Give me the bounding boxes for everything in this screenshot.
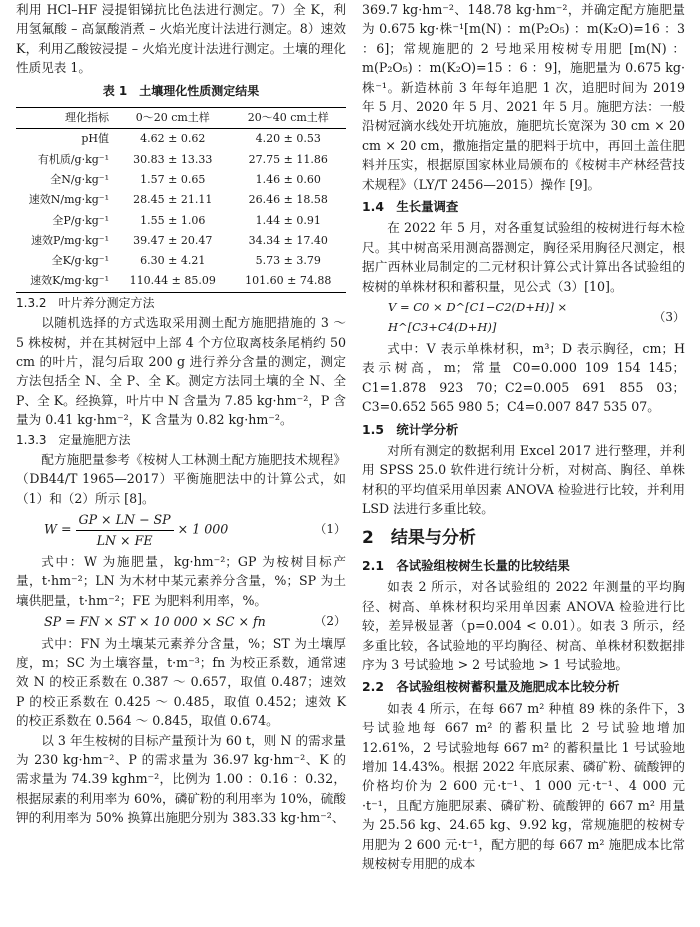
equation-2: [16, 612, 346, 631]
left-column: [16, 0, 346, 828]
paragraph-eq1-explanation: 式中：W 为施肥量，kg·hm⁻²；GP 为桉树目标产量，t·hm⁻²；LN 为木材中某元素养分含量，%；SP 为土壤供肥量，t·hm⁻²；FE 为肥料利用率，%。: [16, 553, 346, 608]
table-cell: 4.62 ± 0.62: [140, 132, 206, 146]
table-row: [16, 190, 346, 210]
section-heading-1-4: 1.4 生长量调查: [362, 199, 459, 215]
table-caption: 表 1 土壤理化性质测定结果: [102, 83, 260, 98]
table-cell: 6.30 ± 4.21: [140, 254, 206, 268]
section-heading-2: 2 结果与分析: [362, 527, 476, 548]
table-row: [16, 170, 346, 190]
table-cell: 4.20 ± 0.53: [255, 132, 321, 146]
paragraph-statistics: 对所有测定的数据利用 Excel 2017 进行整理，并利用 SPSS 25.0 软件进行统计分析，对树高、胸径、单株材积的平均值采用单因素 ANOVA 检验进行比较，并利用 LSD 法进行多重比较。: [362, 442, 685, 517]
equation-3-number: （3）: [653, 309, 685, 324]
table-cell: 27.75 ± 11.86: [248, 152, 328, 166]
table-cell: 1.55 ± 1.06: [140, 213, 206, 227]
table-cell: 速效P/mg·kg⁻¹: [31, 233, 109, 247]
equation-1-numerator: GP × LN − SP: [76, 510, 174, 530]
table-cell: 34.34 ± 17.40: [248, 233, 328, 247]
table-row: [16, 129, 346, 150]
intro-paragraph: 利用 HCl–HF 浸提钼锑抗比色法进行测定。7）全 K，利用氢氟酸 – 高氯酸消煮 – 火焰光度计法进行测定。8）速效 K，利用乙酸铵浸提 – 火焰光度计法进行测定。土壤的理化性质见表 1。: [16, 2, 346, 76]
section-heading-1-3-2: 1.3.2 叶片养分测定方法: [16, 295, 155, 310]
section-heading-1-3-3: 1.3.3 定量施肥方法: [16, 432, 131, 447]
section-heading-1-5: 1.5 统计学分析: [362, 421, 459, 437]
table-header: 理化指标: [16, 108, 115, 129]
table-row: [16, 150, 346, 170]
table-header: 20～40 cm土样: [231, 108, 347, 129]
table-row: [16, 211, 346, 231]
table-cell: 5.73 ± 3.79: [255, 254, 321, 268]
equation-1-lhs: W =: [44, 521, 72, 537]
paragraph-target-yield: 以 3 年生桉树的目标产量预计为 60 t，则 N 的需求量为 230 kg·hm⁻²、P 的需求量为 36.97 kg·hm⁻²、K 的需求量为 74.39 kghm⁻²，比例为 1.00 ：0.16 ：0.32，根据尿素的利用率为 60%，磷矿粉的利用率为 10%，硫酸钾的利用率为 50% 换算出施肥分别为 383.33 kg·hm⁻²、: [16, 732, 346, 826]
table-row: [16, 231, 346, 251]
table-cell: 39.47 ± 20.47: [133, 233, 213, 247]
table-cell: 110.44 ± 85.09: [129, 274, 216, 288]
equation-1-denominator: LN × FE: [96, 532, 153, 548]
table-cell: 有机质/g·kg⁻¹: [37, 152, 109, 166]
paragraph-volume-cost: 如表 4 所示，在每 667 m² 种植 89 株的条件下，3 号试验地每 667 m² 的蓄积量比 2 号试验地增加 12.61%，2 号试验地每 667 m² 的蓄积量比 1 号试验地增加 14.43%。根据 2022 年底尿素、磷矿粉、硫酸钾的价格均价为 2 600 元·t⁻¹、1 000 元·t⁻¹、4 000 元·t⁻¹，且配方施肥尿素、磷矿粉、硫酸钾的 667 m² 用量为 25.56 kg、24.65 kg、9.92 kg，常规施肥的桉树专用肥为 2 600 元·t⁻¹，配方肥的每 667 m² 施肥成本比常规桉树专用肥的成本: [362, 700, 685, 872]
table-row: [16, 251, 346, 271]
equation-1-fraction: [76, 510, 174, 550]
table-cell: 速效K/mg·kg⁻¹: [30, 274, 109, 288]
equation-3-body: V = C0 × D^[C1−C2(D+H)] × H^[C3+C4(D+H)]: [388, 300, 568, 334]
equation-1-tail: × 1 000: [177, 521, 229, 537]
equation-2-body: SP = FN × ST × 10 000 × SC × fn: [44, 614, 266, 630]
paragraph-eq3-explanation: 式中：V 表示单株材积，m³；D 表示胸径，cm；H 表示树高，m；常量 C0=0.000 109 154 145；C1=1.878 923 70；C2=0.005 691 855 03；C3=0.652 565 980 5；C4=0.007 847 535 07。: [362, 340, 685, 415]
table-cell: 30.83 ± 13.33: [133, 152, 213, 166]
section-heading-2-1: 2.1 各试验组桉树生长量的比较结果: [362, 557, 570, 573]
right-column: [362, 0, 685, 873]
table-cell: 全K/g·kg⁻¹: [51, 254, 109, 268]
soil-properties-table: [16, 107, 346, 293]
table-cell: 全N/g·kg⁻¹: [50, 172, 109, 186]
equation-2-number: （2）: [314, 614, 346, 629]
paragraph-fertilization: 配方施肥量参考《桉树人工林测土配方施肥技术规程》（DB44/T 1965—2017）平衡施肥法中的计算公式，如（1）和（2）所示 [8]。: [16, 451, 346, 506]
table-cell: 速效N/mg·kg⁻¹: [28, 193, 109, 207]
equation-1-number: （1）: [314, 522, 346, 537]
section-heading-2-2: 2.2 各试验组桉树蓄积量及施肥成本比较分析: [362, 679, 620, 695]
table-header-row: [16, 108, 346, 129]
paragraph-growth-comparison: 如表 2 所示，对各试验组的 2022 年测量的平均胸径、树高、单株材积均采用单因素 ANOVA 检验进行比较，差异极显著（p=0.004 < 0.01）。如表 3 所示，经多重比较，各试验地的平均胸径、树高、单株材积数据排序为 3 号试验地 > 2 号试验地 > 1 号试验地。: [362, 579, 685, 672]
equation-3: [362, 298, 685, 337]
table-cell: 1.44 ± 0.91: [255, 213, 321, 227]
table-row: [16, 271, 346, 292]
equation-1: [16, 510, 346, 550]
table-cell: 全P/g·kg⁻¹: [52, 213, 109, 227]
table-header: 0～20 cm土样: [115, 108, 231, 129]
table-cell: 26.46 ± 18.58: [248, 193, 328, 207]
table-cell: 28.45 ± 21.11: [133, 193, 213, 207]
paragraph-eq2-explanation: 式中：FN 为土壤某元素养分含量，%；ST 为土壤厚度，m；SC 为土壤容量，t·m⁻³；fn 为校正系数，通常速效 N 的校正系数在 0.387 ～ 0.657，取值 0.487；速效 P 的校正系数在 0.425 ～ 0.485，取值 0.452；速效 K 的校正系数在 0.564 ～ 0.845，取值 0.674。: [16, 635, 346, 729]
table-cell: 1.57 ± 0.65: [140, 172, 206, 186]
paragraph-growth-survey: 在 2022 年 5 月，对各重复试验组的桉树进行每木检尺。其中树高采用测高器测定，胸径采用胸径尺测定，根据广西林业局制定的二元材积计算公式计算出各试验组的桉树的单株材积和蓄积量，见公式（3）[10]。: [362, 220, 685, 294]
paragraph-continued: 369.7 kg·hm⁻²、148.78 kg·hm⁻²，并确定配方施肥量为 0.675 kg·株⁻¹[m(N) ：m(P₂O₅) ：m(K₂O)=16 ：3 ：6]；常规施肥的 2 号地采用桉树专用肥 [m(N) ：m(P₂O₅) ：m(K₂O)=15 ：6 ：9]，施肥量为 0.675 kg·株⁻¹。新造林前 3 年每年追肥 1 次，追肥时间为 2019 年 5 月、2020 年 5 月、2021 年 5 月。施肥方法：一般沿树冠滴水线处开坑施放，施肥坑长宽深为 30 cm × 20 cm × 20 cm，撒施指定量的肥料于坑中，再回土盖住肥料并压实，根据原国家林业局颁布的《桉树丰产林经营技术规程》（LY/T 2456—2015）操作 [9]。: [362, 2, 685, 192]
table-cell: pH值: [81, 132, 109, 146]
table-cell: 1.46 ± 0.60: [255, 172, 321, 186]
paragraph-leaf-nutrient: 以随机选择的方式选取采用测土配方施肥措施的 3 ～ 5 株桉树，并在其树冠中上部 4 个方位取离枝条尾梢约 50 cm 的叶片，混匀后取 200 g 进行养分含量的测定，测定方法包括全 N、全 P、全 K。测定方法同土壤的全 N、全 P、全 K。经换算，叶片中 N 含量为 7.85 kg·hm⁻²，P 含量为 0.41 kg·hm⁻²，K 含量为 0.82 kg·hm⁻²。: [16, 315, 346, 428]
table-cell: 101.60 ± 74.88: [245, 274, 332, 288]
